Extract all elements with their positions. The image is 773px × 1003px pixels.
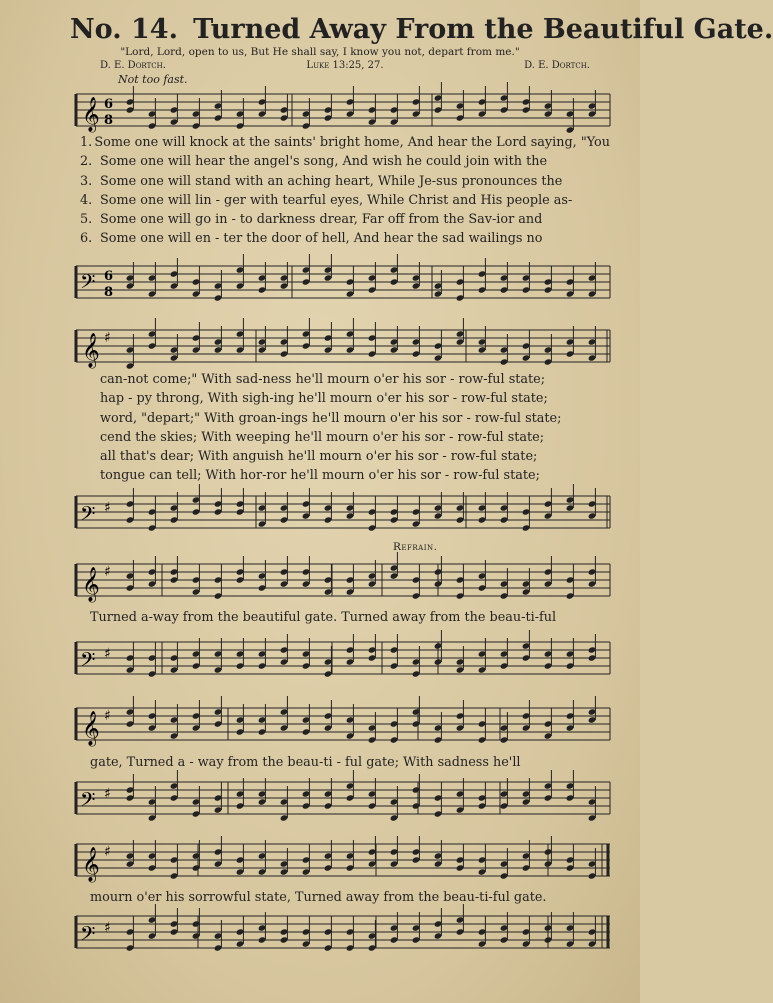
svg-text:𝄞: 𝄞 (82, 333, 100, 368)
note-chord (390, 94, 399, 126)
note-chord (412, 564, 421, 600)
note-chord (258, 638, 267, 670)
note-chord (192, 638, 201, 670)
note-chord (148, 496, 157, 532)
note-chord (280, 94, 289, 122)
note-chord (324, 492, 333, 524)
note-chord (192, 266, 201, 298)
bass-staff-1 (70, 256, 615, 308)
verse-line: 3. Some one will stand with an aching heart, While Je-sus pronounces the (80, 173, 563, 189)
svg-text:𝄢: 𝄢 (80, 788, 96, 816)
tempo-marking: Not too fast. (118, 73, 188, 86)
note-chord (434, 712, 443, 744)
note-chord (500, 912, 509, 944)
note-chord (236, 844, 245, 876)
note-chord (390, 496, 399, 524)
note-chord (456, 844, 465, 872)
note-chord (258, 704, 267, 736)
note-chord (588, 696, 597, 724)
note-chord (500, 492, 509, 524)
refrain-line: gate, Turned a - way from the beau-ti - ful gate; With sadness he'll (90, 755, 521, 770)
note-chord (478, 782, 487, 810)
note-chord (478, 258, 487, 294)
note-chord (302, 98, 311, 130)
note-chord (566, 564, 575, 600)
note-chord (280, 492, 289, 524)
note-chord (236, 318, 245, 354)
note-chord (412, 496, 421, 528)
note-chord (346, 770, 355, 802)
credits-line (100, 60, 590, 71)
note-chord (390, 708, 399, 744)
svg-text:𝄢: 𝄢 (80, 502, 96, 530)
note-chord (170, 642, 179, 674)
note-chord (368, 262, 377, 294)
note-chord (126, 696, 135, 728)
svg-text:𝄞: 𝄞 (82, 711, 100, 746)
note-chord (236, 254, 245, 290)
note-chord (368, 496, 377, 532)
note-chord (346, 86, 355, 118)
note-chord (280, 916, 289, 944)
note-chord (324, 646, 333, 678)
note-chord (302, 778, 311, 810)
verses-part-1 (80, 133, 610, 249)
note-chord (478, 638, 487, 674)
bass-staff-3 (70, 632, 615, 684)
note-chord (522, 86, 531, 114)
note-chord (456, 778, 465, 814)
svg-text:6: 6 (104, 269, 114, 284)
svg-text:♯: ♯ (104, 500, 111, 516)
note-chord (148, 98, 157, 130)
svg-text:𝄞: 𝄞 (82, 847, 100, 882)
note-chord (302, 704, 311, 736)
verse-line: tongue can tell; With hor-ror he'll mourn o'er his sor - row-ful state; (100, 468, 540, 484)
note-chord (368, 920, 377, 952)
note-chord (412, 836, 421, 864)
note-chord (324, 94, 333, 122)
verse-line: cend the skies; With weeping he'll mourn o'er his sor - row-ful state; (100, 429, 545, 445)
note-chord (434, 82, 443, 114)
note-chord (456, 492, 465, 524)
note-chord (236, 778, 245, 810)
note-chord (390, 552, 399, 580)
note-chord (566, 770, 575, 802)
verse-line: can-not come;" With sad-ness he'll mourn o'er his sor - row-ful state; (100, 372, 546, 387)
note-chord (522, 630, 531, 662)
note-chord (148, 556, 157, 588)
note-chord (214, 270, 223, 302)
note-chord (412, 326, 421, 358)
note-chord (148, 318, 157, 350)
note-chord (500, 262, 509, 294)
note-chord (368, 836, 377, 868)
note-chord (148, 262, 157, 298)
note-chord (456, 318, 465, 346)
svg-text:♯: ♯ (104, 646, 111, 662)
note-chord (522, 262, 531, 294)
note-chord (302, 556, 311, 588)
note-chord (346, 564, 355, 596)
note-chord (236, 638, 245, 670)
note-chord (236, 556, 245, 584)
svg-text:𝄢: 𝄢 (80, 922, 96, 950)
note-chord (434, 908, 443, 940)
note-chord (478, 560, 487, 592)
note-chord (324, 700, 333, 732)
note-chord (148, 642, 157, 678)
note-chord (346, 704, 355, 740)
note-chord (434, 330, 443, 362)
note-chord (412, 86, 421, 118)
note-chord (280, 696, 289, 732)
note-chord (544, 836, 553, 868)
note-chord (346, 318, 355, 354)
note-chord (170, 908, 179, 936)
note-chord (544, 266, 553, 294)
note-chord (500, 334, 509, 366)
note-chord (324, 840, 333, 872)
note-chord (192, 484, 201, 516)
note-chord (500, 638, 509, 670)
note-chord (126, 488, 135, 524)
note-chord (522, 916, 531, 948)
svg-text:𝄢: 𝄢 (80, 648, 96, 676)
note-chord (148, 700, 157, 732)
note-chord (236, 704, 245, 736)
note-chord (324, 322, 333, 354)
refrain-label: Refrain. (393, 541, 438, 553)
verse-line: 6. Some one will en - ter the door of hell, And hear the sad wailings no (80, 231, 543, 247)
bass-staff-4 (70, 772, 615, 824)
note-chord (500, 82, 509, 114)
note-chord (588, 488, 597, 520)
svg-text:♯: ♯ (104, 844, 111, 860)
note-chord (412, 646, 421, 678)
note-chord (214, 488, 223, 516)
note-chord (214, 696, 223, 728)
note-chord (236, 916, 245, 948)
note-chord (522, 496, 531, 532)
note-chord (126, 642, 135, 674)
note-chord (126, 86, 135, 114)
epigraph: "Lord, Lord, open to us, But He shall say, I know you not, depart from me." (120, 46, 520, 58)
note-chord (346, 916, 355, 952)
note-chord (126, 916, 135, 952)
verse-line: hap - py throng, With sigh-ing he'll mourn o'er his sor - row-ful state; (100, 391, 548, 407)
note-chord (500, 568, 509, 600)
note-chord (566, 484, 575, 512)
note-chord (544, 770, 553, 802)
note-chord (566, 326, 575, 358)
note-chord (478, 492, 487, 524)
note-chord (126, 774, 135, 802)
svg-text:8: 8 (104, 285, 114, 300)
treble-staff-3 (70, 558, 615, 610)
note-chord (258, 492, 267, 528)
note-chord (544, 334, 553, 366)
note-chord (148, 904, 157, 940)
note-chord (434, 556, 443, 588)
note-chord (544, 708, 553, 740)
verses-part-2 (100, 370, 605, 486)
scripture-reference: Luke 13:25, 27. (306, 60, 384, 71)
note-chord (412, 912, 421, 944)
note-chord (148, 786, 157, 822)
verse-line: 4. Some one will lin - ger with tearful eyes, While Christ and His people as- (80, 192, 573, 208)
note-chord (214, 836, 223, 868)
note-chord (368, 322, 377, 358)
note-chord (236, 98, 245, 130)
note-chord (566, 98, 575, 134)
music-credit: D. E. Dortch. (524, 60, 590, 71)
note-chord (192, 786, 201, 818)
note-chord (148, 840, 157, 872)
svg-text:♯: ♯ (104, 786, 111, 802)
note-chord (478, 844, 487, 876)
bass-staff-2 (70, 486, 615, 538)
note-chord (346, 840, 355, 872)
note-chord (478, 708, 487, 744)
note-chord (126, 560, 135, 592)
verse-line: 2. Some one will hear the angel's song, And wish he could join with the (80, 154, 548, 170)
svg-text:𝄞: 𝄞 (82, 97, 100, 132)
verse-line: 5. Some one will go in - to darkness drear, Far off from the Sav-ior and (80, 212, 543, 228)
note-chord (192, 322, 201, 354)
note-chord (258, 912, 267, 944)
note-chord (280, 326, 289, 358)
note-chord (258, 840, 267, 876)
note-chord (522, 700, 531, 732)
note-chord (456, 700, 465, 732)
note-chord (588, 262, 597, 298)
svg-text:♯: ♯ (104, 920, 111, 936)
note-chord (170, 94, 179, 126)
note-chord (214, 638, 223, 674)
hymn-number: No. 14. (70, 14, 178, 45)
note-chord (170, 492, 179, 524)
note-chord (434, 630, 443, 666)
note-chord (456, 90, 465, 122)
treble-staff-5 (70, 838, 615, 890)
note-chord (500, 848, 509, 880)
hymn-title: Turned Away From the Beautiful Gate. (193, 14, 773, 45)
note-chord (280, 634, 289, 666)
note-chord (324, 778, 333, 810)
verse-line: all that's dear; With anguish he'll mourn o'er his sor - row-ful state; (100, 449, 538, 465)
note-chord (390, 912, 399, 944)
note-chord (126, 334, 135, 370)
note-chord (368, 634, 377, 662)
note-chord (588, 556, 597, 588)
note-chord (280, 556, 289, 588)
note-chord (302, 844, 311, 876)
note-chord (412, 696, 421, 728)
note-chord (588, 634, 597, 662)
note-chord (566, 638, 575, 670)
note-chord (302, 318, 311, 350)
note-chord (588, 786, 597, 822)
refrain-line: mourn o'er his sorrowful state, Turned away from the beau-ti-ful gate. (90, 890, 547, 905)
note-chord (258, 262, 267, 294)
note-chord (390, 634, 399, 670)
note-chord (302, 638, 311, 670)
svg-text:𝄞: 𝄞 (82, 567, 100, 602)
note-chord (522, 840, 531, 872)
hymn-header (70, 14, 773, 45)
note-chord (280, 786, 289, 822)
note-chord (170, 844, 179, 880)
svg-text:8: 8 (104, 113, 114, 128)
note-chord (192, 840, 201, 872)
svg-text:♯: ♯ (104, 564, 111, 580)
note-chord (544, 556, 553, 588)
verse-line: word, "depart;" With groan-ings he'll mourn o'er his sor - row-ful state; (100, 410, 562, 426)
note-chord (390, 786, 399, 822)
note-chord (434, 782, 443, 818)
note-chord (412, 774, 421, 810)
svg-text:♯: ♯ (104, 708, 111, 724)
note-chord (390, 254, 399, 286)
note-chord (170, 704, 179, 740)
note-chord (368, 94, 377, 126)
note-chord (456, 904, 465, 936)
note-chord (258, 560, 267, 592)
note-chord (324, 564, 333, 596)
note-chord (566, 266, 575, 298)
note-chord (236, 488, 245, 516)
note-chord (566, 844, 575, 872)
note-chord (214, 90, 223, 122)
note-chord (544, 638, 553, 670)
refrain-line: Turned a-way from the beautiful gate. Turned away from the beau-ti-ful (90, 610, 557, 625)
note-chord (368, 778, 377, 810)
note-chord (214, 564, 223, 600)
note-chord (258, 86, 267, 118)
note-chord (302, 254, 311, 286)
note-chord (566, 912, 575, 948)
note-chord (368, 712, 377, 744)
note-chord (192, 98, 201, 130)
words-credit: D. E. Dortch. (100, 60, 166, 71)
note-chord (192, 700, 201, 732)
note-chord (192, 908, 201, 940)
note-chord (588, 916, 597, 948)
note-chord (500, 778, 509, 810)
note-chord (390, 836, 399, 868)
note-chord (522, 330, 531, 362)
note-chord (566, 700, 575, 732)
note-chord (170, 770, 179, 802)
note-chord (214, 920, 223, 952)
note-chord (170, 556, 179, 584)
note-chord (324, 916, 333, 952)
note-chord (456, 564, 465, 600)
note-chord (214, 782, 223, 814)
note-chord (588, 848, 597, 880)
treble-staff-2 (70, 322, 615, 374)
note-chord (478, 86, 487, 118)
note-chord (324, 254, 333, 282)
note-chord (170, 258, 179, 290)
note-chord (456, 266, 465, 302)
note-chord (346, 266, 355, 298)
note-chord (544, 488, 553, 520)
note-chord (192, 564, 201, 596)
note-chord (302, 916, 311, 948)
note-chord (478, 916, 487, 948)
svg-text:𝄢: 𝄢 (80, 270, 96, 298)
bass-staff-5 (70, 906, 615, 958)
note-chord (500, 712, 509, 744)
note-chord (588, 326, 597, 362)
treble-staff-4 (70, 702, 615, 754)
note-chord (346, 634, 355, 666)
verse-line: 1. Some one will knock at the saints' bright home, And hear the Lord saying, "You (80, 135, 610, 150)
note-chord (302, 488, 311, 520)
svg-text:6: 6 (104, 97, 114, 112)
svg-text:♯: ♯ (104, 330, 111, 346)
